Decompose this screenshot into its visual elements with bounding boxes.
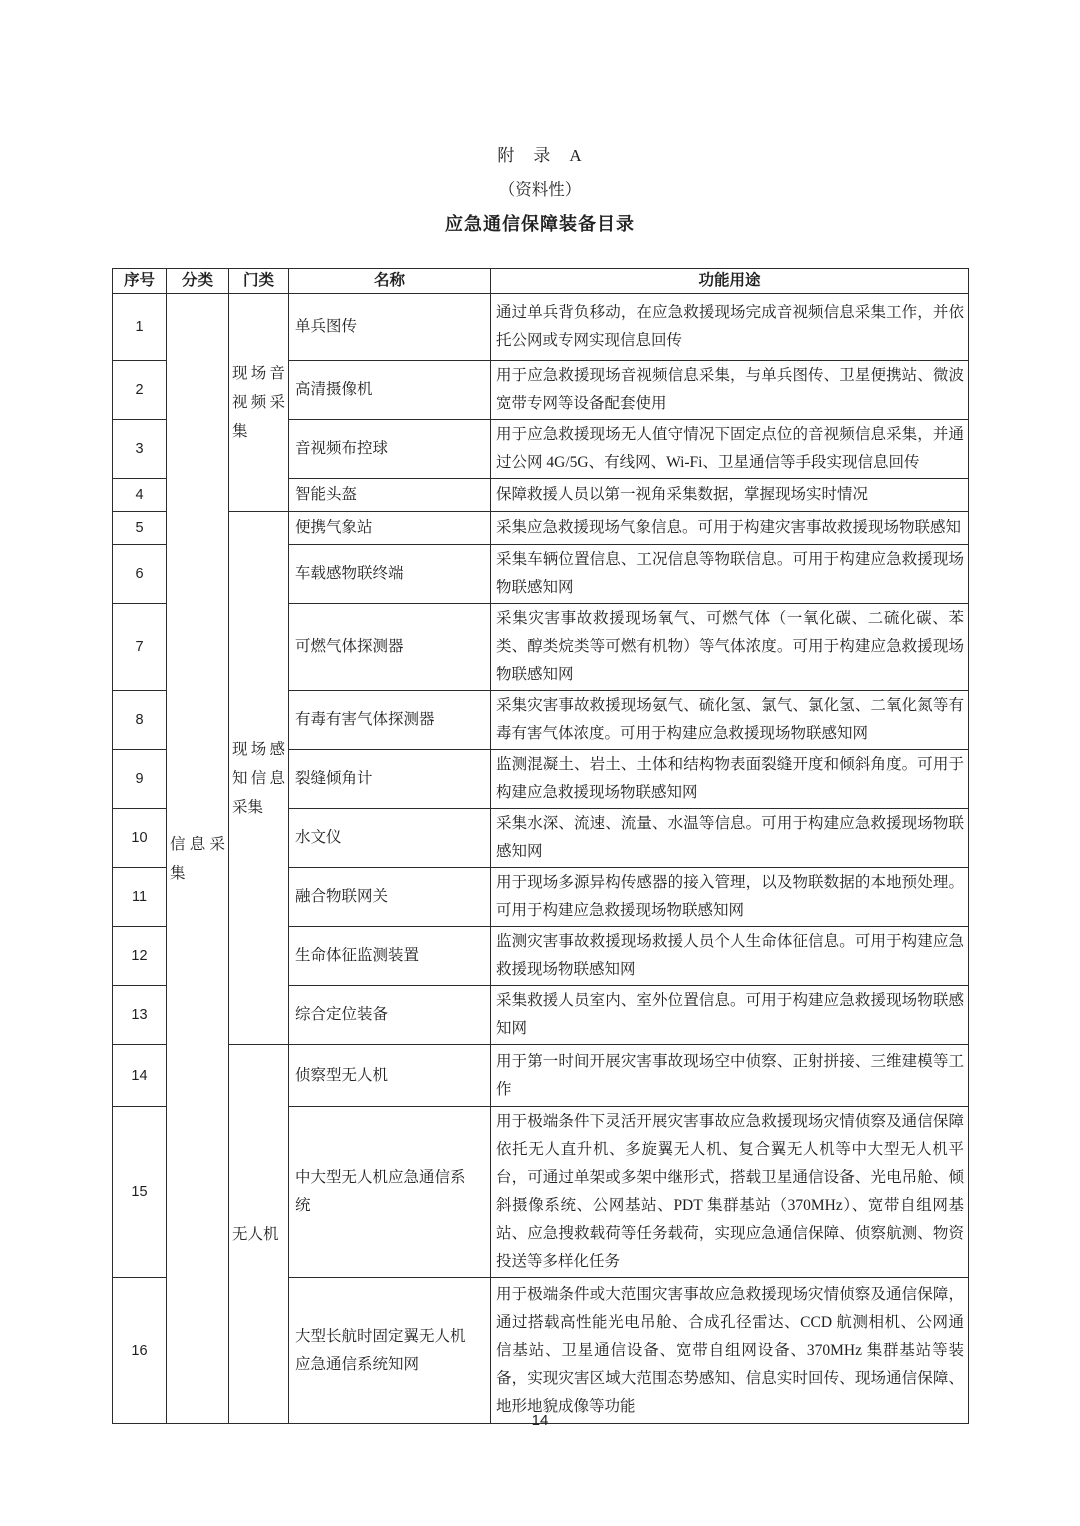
equipment-function: 监测灾害事故救援现场救援人员个人生命体征信息。可用于构建应急救援现场物联感知网 xyxy=(491,927,969,986)
equipment-name: 大型长航时固定翼无人机应急通信系统知网 xyxy=(289,1278,491,1424)
equipment-name: 便携气象站 xyxy=(289,512,491,545)
row-number: 7 xyxy=(113,604,167,691)
equipment-function: 采集救援人员室内、室外位置信息。可用于构建应急救援现场物联感知网 xyxy=(491,986,969,1045)
equipment-function: 采集水深、流速、流量、水温等信息。可用于构建应急救援现场物联感知网 xyxy=(491,809,969,868)
equipment-name: 融合物联网关 xyxy=(289,868,491,927)
equipment-function: 用于应急救援现场无人值守情况下固定点位的音视频信息采集，并通过公网 4G/5G、有线网、Wi-Fi、卫星通信等手段实现信息回传 xyxy=(491,420,969,479)
row-number: 11 xyxy=(113,868,167,927)
equipment-name: 侦察型无人机 xyxy=(289,1045,491,1107)
row-number: 6 xyxy=(113,545,167,604)
equipment-function: 用于极端条件或大范围灾害事故应急救援现场灾情侦察及通信保障，通过搭载高性能光电吊舱、合成孔径雷达、CCD 航测相机、公网通信基站、卫星通信设备、宽带自组网设备、370MHz 集群基站等装备，实现灾害区域大范围态势感知、信息实时回传、现场通信保障、地形地貌成像等功能 xyxy=(491,1278,969,1424)
equipment-function: 用于极端条件下灵活开展灾害事故应急救援现场灾情侦察及通信保障依托无人直升机、多旋翼无人机、复合翼无人机等中大型无人机平台，可通过单架或多架中继形式，搭载卫星通信设备、光电吊舱、倾斜摄像系统、公网基站、PDT 集群基站（370MHz）、宽带自组网基站、应急搜救载荷等任务载荷，实现应急通信保障、侦察航测、物资投送等多样化任务 xyxy=(491,1107,969,1278)
header-group: 门类 xyxy=(229,269,289,294)
equipment-function: 监测混凝土、岩土、土体和结构物表面裂缝开度和倾斜角度。可用于构建应急救援现场物联感知网 xyxy=(491,750,969,809)
equipment-function: 用于现场多源异构传感器的接入管理，以及物联数据的本地预处理。可用于构建应急救援现场物联感知网 xyxy=(491,868,969,927)
row-number: 12 xyxy=(113,927,167,986)
equipment-function: 通过单兵背负移动，在应急救援现场完成音视频信息采集工作，并依托公网或专网实现信息回传 xyxy=(491,294,969,361)
equipment-name: 综合定位装备 xyxy=(289,986,491,1045)
header-seq: 序号 xyxy=(113,269,167,294)
group-cell: 现场音视频采集 xyxy=(229,294,289,512)
row-number: 13 xyxy=(113,986,167,1045)
table-header-row xyxy=(113,269,969,294)
equipment-function: 保障救援人员以第一视角采集数据，掌握现场实时情况 xyxy=(491,479,969,512)
equipment-name: 车载感物联终端 xyxy=(289,545,491,604)
header-category: 分类 xyxy=(167,269,229,294)
header-function: 功能用途 xyxy=(491,269,969,294)
header-name: 名称 xyxy=(289,269,491,294)
equipment-name: 可燃气体探测器 xyxy=(289,604,491,691)
equipment-name: 裂缝倾角计 xyxy=(289,750,491,809)
row-number: 5 xyxy=(113,512,167,545)
row-number: 2 xyxy=(113,361,167,420)
appendix-label: 附 录 A xyxy=(497,146,583,165)
equipment-table xyxy=(112,268,969,1424)
group-cell: 无人机 xyxy=(229,1045,289,1424)
row-number: 8 xyxy=(113,691,167,750)
table-row xyxy=(113,512,969,545)
row-number: 15 xyxy=(113,1107,167,1278)
equipment-name: 单兵图传 xyxy=(289,294,491,361)
equipment-name: 生命体征监测装置 xyxy=(289,927,491,986)
doc-subtitle: （资料性） xyxy=(498,180,582,199)
row-number: 9 xyxy=(113,750,167,809)
page-title: 应急通信保障装备目录 xyxy=(445,214,635,234)
table-row xyxy=(113,294,969,361)
row-number: 3 xyxy=(113,420,167,479)
equipment-name: 中大型无人机应急通信系统 xyxy=(289,1107,491,1278)
equipment-function: 用于应急救援现场音视频信息采集，与单兵图传、卫星便携站、微波宽带专网等设备配套使用 xyxy=(491,361,969,420)
row-number: 4 xyxy=(113,479,167,512)
equipment-name: 水文仪 xyxy=(289,809,491,868)
equipment-function: 采集车辆位置信息、工况信息等物联信息。可用于构建应急救援现场物联感知网 xyxy=(491,545,969,604)
equipment-function: 用于第一时间开展灾害事故现场空中侦察、正射拼接、三维建模等工作 xyxy=(491,1045,969,1107)
row-number: 14 xyxy=(113,1045,167,1107)
table-row xyxy=(113,1045,969,1107)
row-number: 10 xyxy=(113,809,167,868)
equipment-name: 高清摄像机 xyxy=(289,361,491,420)
page-number: 14 xyxy=(531,1412,549,1429)
equipment-name: 有毒有害气体探测器 xyxy=(289,691,491,750)
equipment-name: 音视频布控球 xyxy=(289,420,491,479)
group-cell: 现场感知信息采集 xyxy=(229,512,289,1045)
equipment-function: 采集应急救援现场气象信息。可用于构建灾害事故救援现场物联感知 xyxy=(491,512,969,545)
equipment-function: 采集灾害事故救援现场氨气、硫化氢、氯气、氯化氢、二氧化氮等有毒有害气体浓度。可用于构建应急救援现场物联感知网 xyxy=(491,691,969,750)
row-number: 16 xyxy=(113,1278,167,1424)
category-cell: 信息采集 xyxy=(167,294,229,1424)
equipment-function: 采集灾害事故救援现场氧气、可燃气体（一氧化碳、二硫化碳、苯类、醇类烷类等可燃有机物）等气体浓度。可用于构建应急救援现场物联感知网 xyxy=(491,604,969,691)
row-number: 1 xyxy=(113,294,167,361)
equipment-name: 智能头盔 xyxy=(289,479,491,512)
